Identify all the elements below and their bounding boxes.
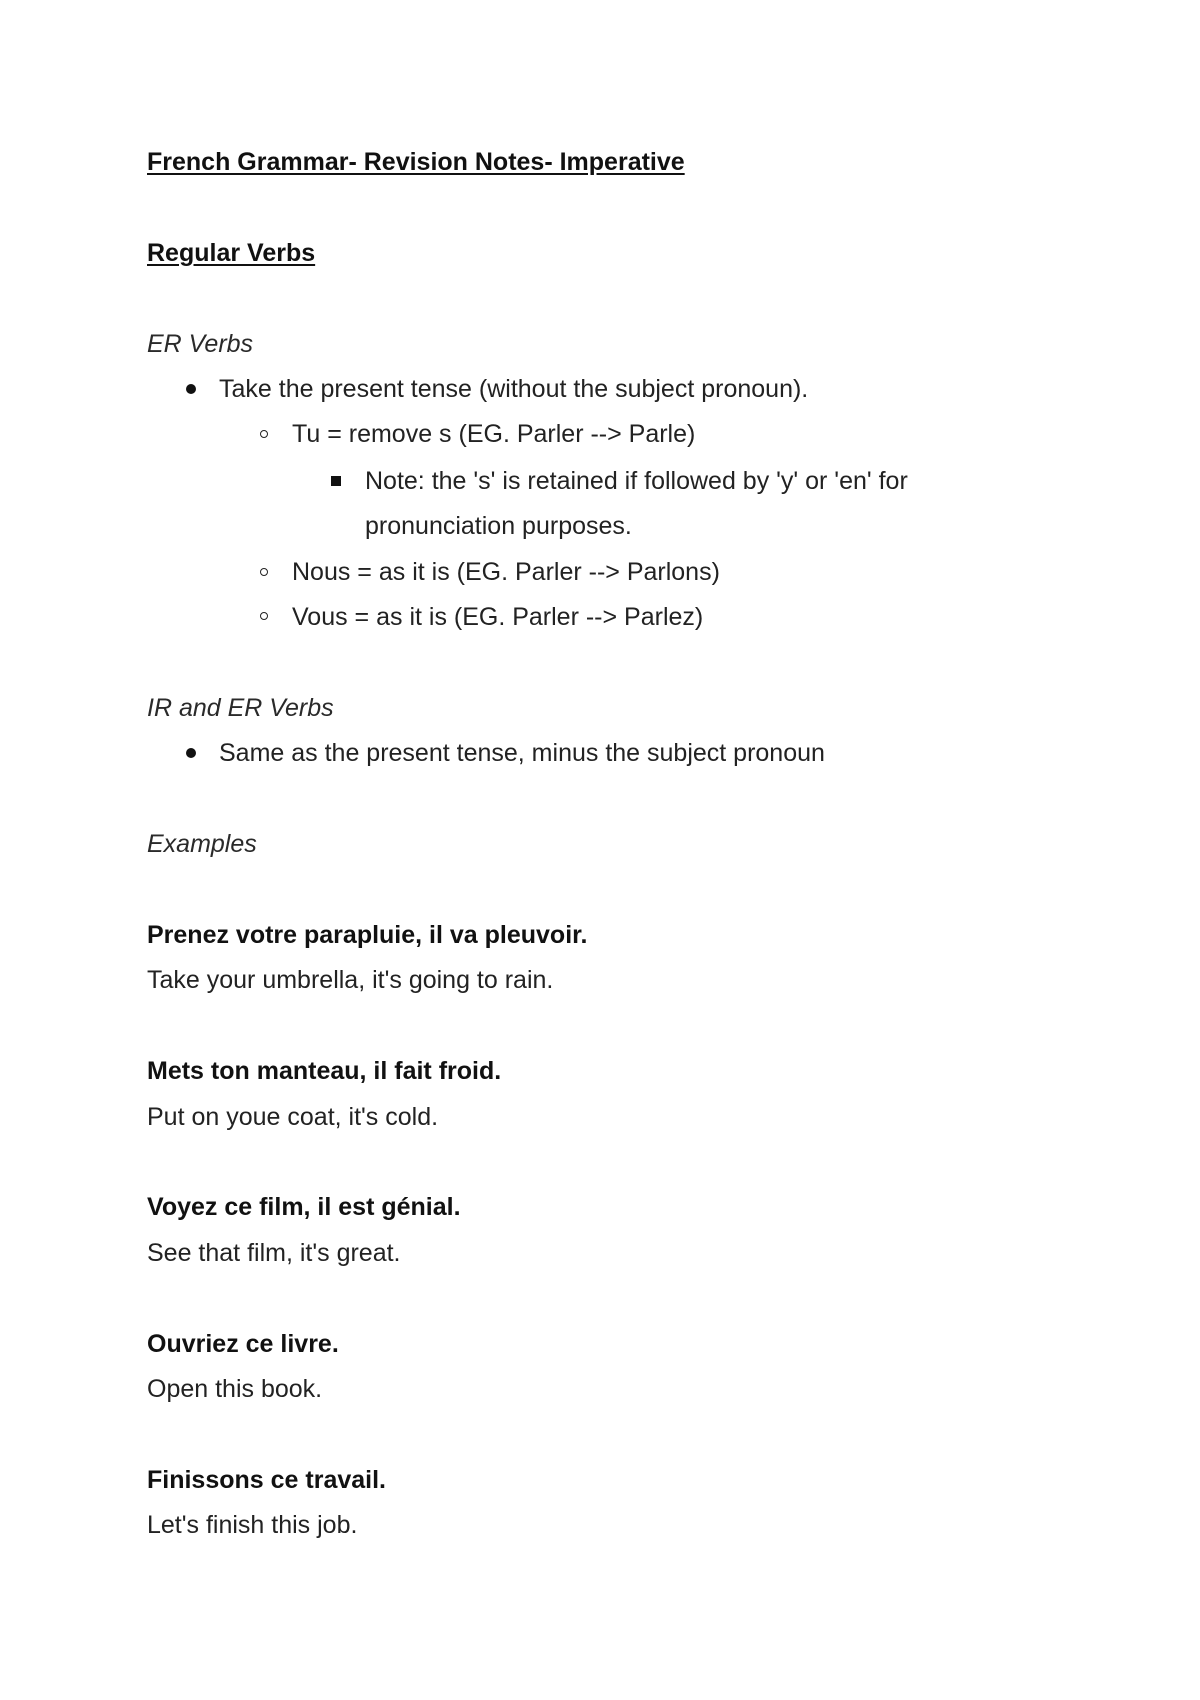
document-title: French Grammar- Revision Notes- Imperative <box>147 148 685 176</box>
example-english: Let's finish this job. <box>147 1511 358 1539</box>
ir-re-bullet-same-as-present: Same as the present tense, minus the subject pronoun <box>219 739 825 767</box>
er-subitem-tu: Tu = remove s (EG. Parler --> Parle) <box>292 420 696 448</box>
example-french: Voyez ce film, il est génial. <box>147 1193 461 1221</box>
bullet-circle-icon <box>260 612 268 620</box>
example-french: Mets ton manteau, il fait froid. <box>147 1057 502 1085</box>
er-note-line-1: Note: the 's' is retained if followed by 'y' or 'en' for <box>365 467 908 495</box>
example-english: See that film, it's great. <box>147 1239 401 1267</box>
er-note-line-2: pronunciation purposes. <box>365 512 632 540</box>
subheading-er-verbs: ER Verbs <box>147 330 254 358</box>
bullet-disc-icon <box>186 384 196 394</box>
subheading-examples: Examples <box>147 830 257 858</box>
bullet-circle-icon <box>260 568 268 576</box>
bullet-square-icon <box>331 476 341 486</box>
subheading-ir-re-verbs: IR and ER Verbs <box>147 694 334 722</box>
example-french: Finissons ce travail. <box>147 1466 386 1494</box>
example-french: Prenez votre parapluie, il va pleuvoir. <box>147 921 588 949</box>
example-english: Put on youe coat, it's cold. <box>147 1103 439 1131</box>
example-english: Open this book. <box>147 1375 323 1403</box>
example-english: Take your umbrella, it's going to rain. <box>147 966 554 994</box>
er-bullet-present-tense: Take the present tense (without the subject pronoun). <box>219 375 809 403</box>
er-subitem-nous: Nous = as it is (EG. Parler --> Parlons) <box>292 558 720 586</box>
er-subitem-vous: Vous = as it is (EG. Parler --> Parlez) <box>292 603 704 631</box>
bullet-circle-icon <box>260 430 268 438</box>
bullet-disc-icon <box>186 748 196 758</box>
example-french: Ouvriez ce livre. <box>147 1330 339 1358</box>
section-heading-regular-verbs: Regular Verbs <box>147 239 316 267</box>
